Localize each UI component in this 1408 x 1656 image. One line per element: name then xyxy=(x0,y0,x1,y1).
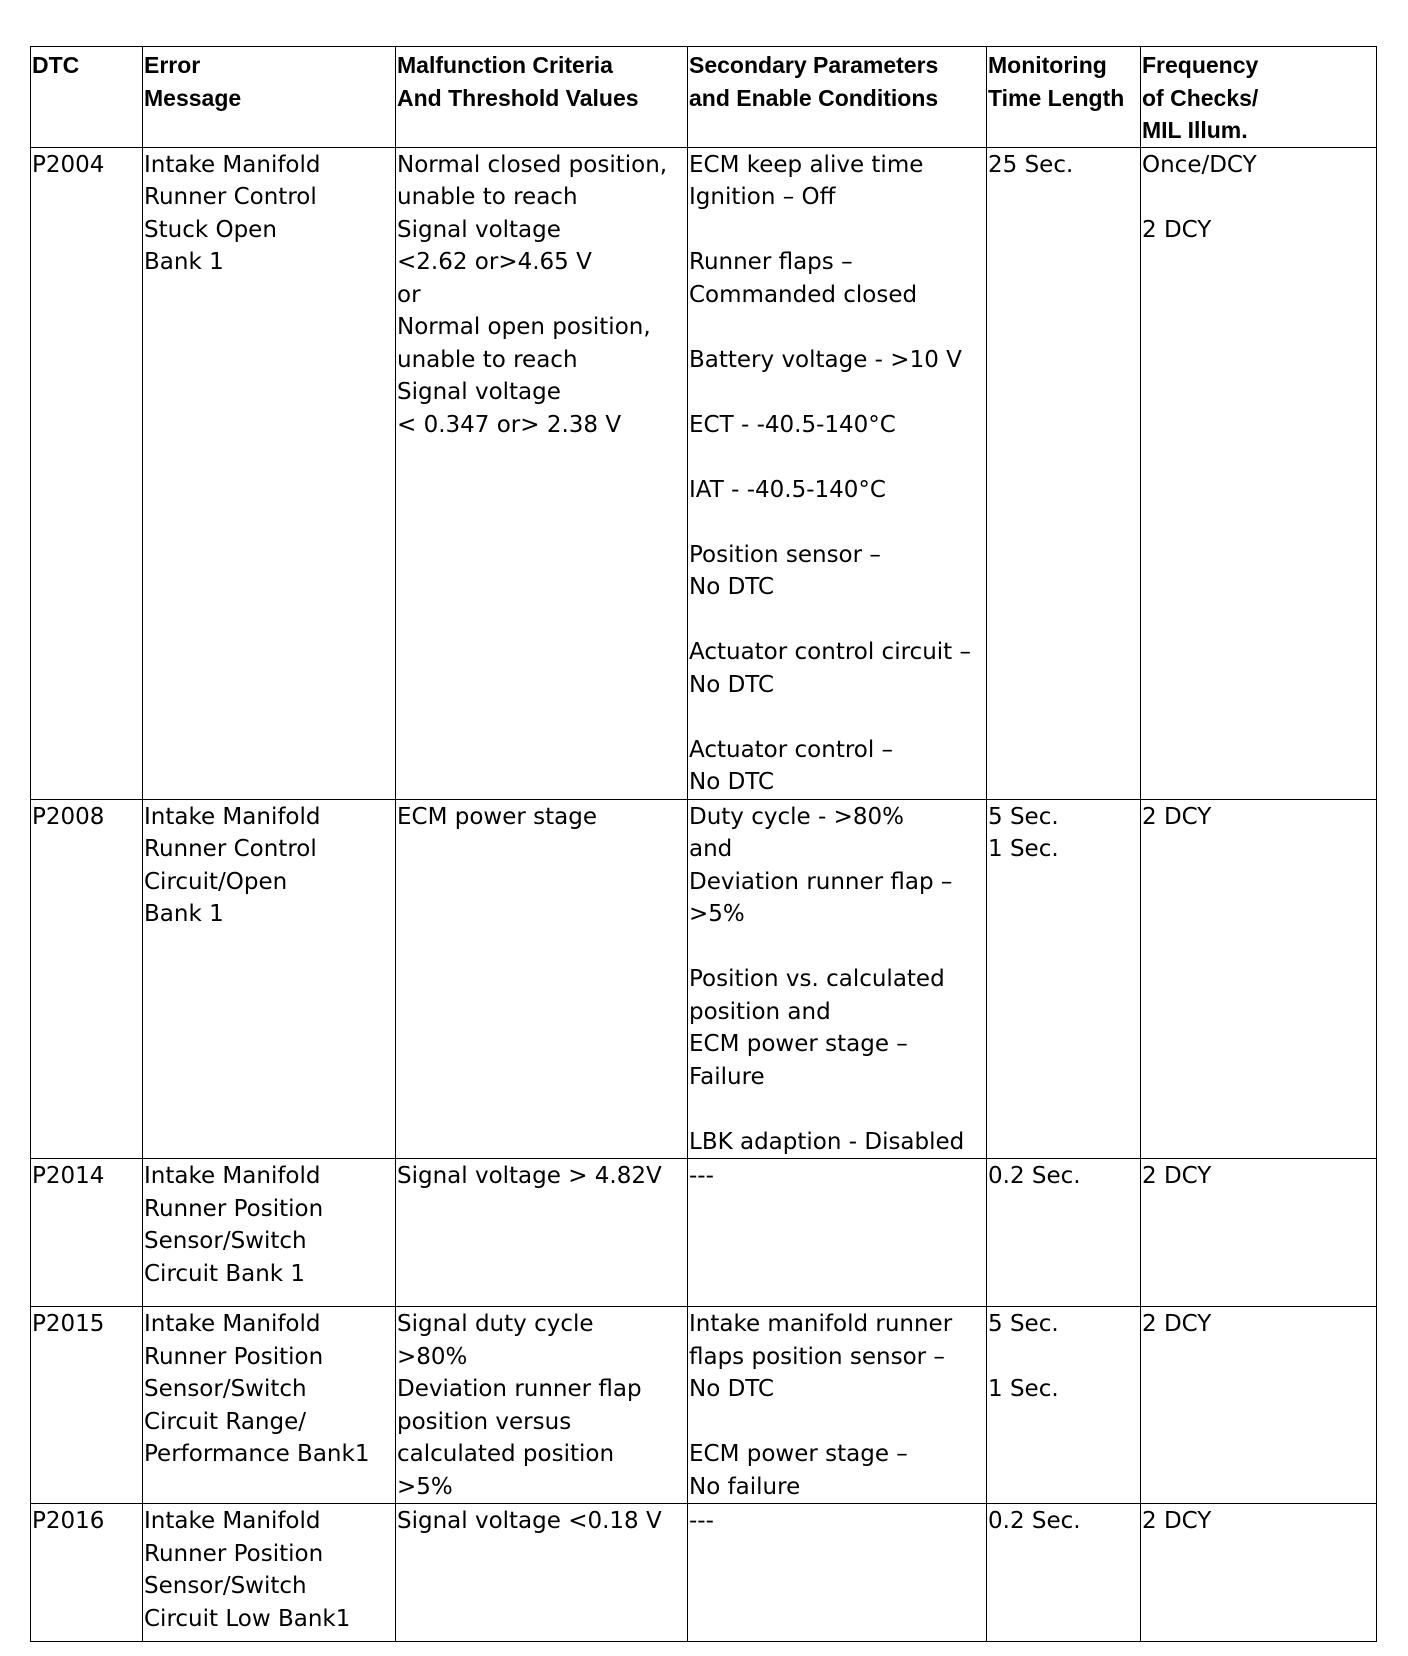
dtc-code: P2008 xyxy=(31,799,143,1159)
header-malfunction-criteria: Malfunction Criteria And Threshold Values xyxy=(396,47,688,148)
secondary-parameters: Duty cycle - >80% and Deviation runner flap – >5% Position vs. calculated position and ECM power stage – Failure LBK adaption - Disabled xyxy=(688,799,987,1159)
secondary-parameters: --- xyxy=(688,1504,987,1642)
table-row xyxy=(31,1504,1377,1642)
malfunction-criteria: Signal voltage > 4.82V xyxy=(396,1159,688,1307)
monitoring-time: 0.2 Sec. xyxy=(987,1504,1141,1642)
header-secondary-parameters: Secondary Parameters and Enable Conditions xyxy=(688,47,987,148)
table-header-row xyxy=(31,47,1377,148)
dtc-code: P2014 xyxy=(31,1159,143,1307)
header-monitoring-time: Monitoring Time Length xyxy=(987,47,1141,148)
frequency: 2 DCY xyxy=(1141,1504,1377,1642)
error-message: Intake Manifold Runner Position Sensor/Switch Circuit Range/ Performance Bank1 xyxy=(143,1307,396,1504)
monitoring-time: 5 Sec. 1 Sec. xyxy=(987,1307,1141,1504)
malfunction-criteria: Signal duty cycle >80% Deviation runner flap position versus calculated position >5% xyxy=(396,1307,688,1504)
monitoring-time: 5 Sec. 1 Sec. xyxy=(987,799,1141,1159)
secondary-parameters: ECM keep alive time Ignition – Off Runner flaps – Commanded closed Battery voltage - >10 V ECT - -40.5-140°C IAT - -40.5-140°C Position sensor – No DTC Actuator control circuit – No DTC Actuator control – No DTC xyxy=(688,147,987,799)
dtc-code: P2015 xyxy=(31,1307,143,1504)
secondary-parameters: Intake manifold runner flaps position sensor – No DTC ECM power stage – No failure xyxy=(688,1307,987,1504)
frequency: 2 DCY xyxy=(1141,799,1377,1159)
error-message: Intake Manifold Runner Position Sensor/Switch Circuit Bank 1 xyxy=(143,1159,396,1307)
header-dtc: DTC xyxy=(31,47,143,148)
frequency: 2 DCY xyxy=(1141,1307,1377,1504)
frequency: 2 DCY xyxy=(1141,1159,1377,1307)
table-row xyxy=(31,799,1377,1159)
header-frequency: Frequency of Checks/ MIL Illum. xyxy=(1141,47,1377,148)
dtc-code: P2016 xyxy=(31,1504,143,1642)
malfunction-criteria: ECM power stage xyxy=(396,799,688,1159)
header-error-message: Error Message xyxy=(143,47,396,148)
error-message: Intake Manifold Runner Control Circuit/Open Bank 1 xyxy=(143,799,396,1159)
malfunction-criteria: Normal closed position, unable to reach Signal voltage <2.62 or>4.65 V or Normal open position, unable to reach Signal voltage < 0.347 or> 2.38 V xyxy=(396,147,688,799)
malfunction-criteria: Signal voltage <0.18 V xyxy=(396,1504,688,1642)
monitoring-time: 0.2 Sec. xyxy=(987,1159,1141,1307)
table-row xyxy=(31,1159,1377,1307)
dtc-table xyxy=(30,46,1377,1642)
monitoring-time: 25 Sec. xyxy=(987,147,1141,799)
table-row xyxy=(31,147,1377,799)
error-message: Intake Manifold Runner Position Sensor/Switch Circuit Low Bank1 xyxy=(143,1504,396,1642)
error-message: Intake Manifold Runner Control Stuck Open Bank 1 xyxy=(143,147,396,799)
dtc-code: P2004 xyxy=(31,147,143,799)
frequency: Once/DCY 2 DCY xyxy=(1141,147,1377,799)
table-row xyxy=(31,1307,1377,1504)
secondary-parameters: --- xyxy=(688,1159,987,1307)
